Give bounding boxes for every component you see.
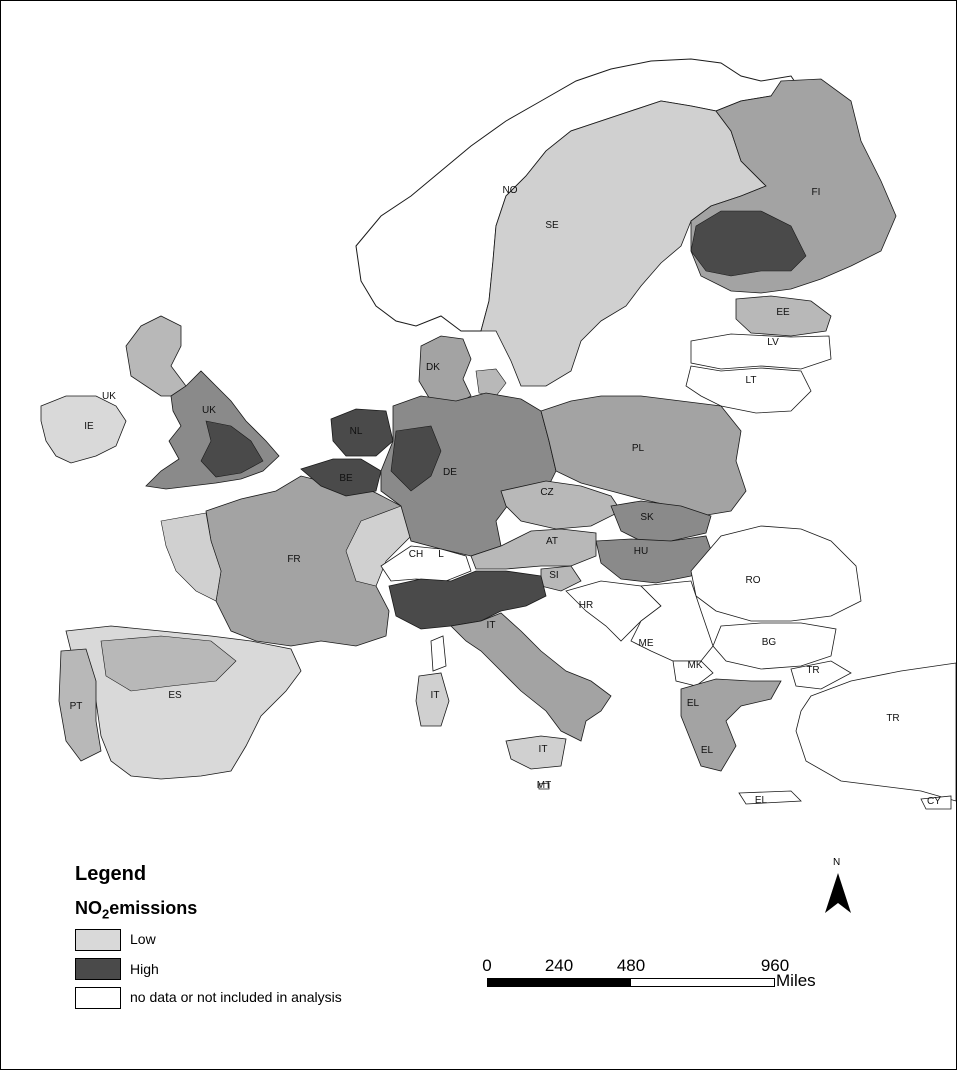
country-label-no: NO — [502, 185, 518, 196]
country-label-lv: LV — [767, 337, 779, 348]
country-label-tr: TR — [886, 713, 900, 724]
legend-swatch-low — [75, 929, 121, 951]
legend-label-high: High — [130, 961, 159, 977]
country-label-ro: RO — [745, 575, 761, 586]
country-label-ee: EE — [776, 307, 790, 318]
legend-subtitle: $NO_2emissions$ — [75, 898, 198, 922]
scale-tick-480: 480 — [616, 956, 646, 975]
legend-label-nodata: no data or not included in analysis — [130, 989, 342, 1005]
legend-swatch-high — [75, 958, 121, 980]
country-label-hu: HU — [633, 546, 649, 557]
country-label-sk: SK — [640, 512, 654, 523]
country-label-uk: UK — [102, 391, 116, 402]
country-label-el: EL — [700, 745, 714, 756]
region-denmark-east — [476, 369, 506, 396]
country-label-pt: PT — [69, 701, 83, 712]
scale-tick-960: 960 — [760, 956, 790, 975]
north-label: N — [833, 857, 841, 868]
region-latvia — [691, 334, 831, 369]
region-romania — [691, 526, 861, 621]
country-label-tr: TR — [806, 665, 820, 676]
country-label-el: EL — [686, 698, 700, 709]
country-label-be: BE — [339, 473, 353, 484]
country-label-si: SI — [549, 570, 559, 581]
country-label-it: IT — [538, 744, 548, 755]
country-label-cy: CY — [927, 796, 941, 807]
legend-label-low: Low — [130, 931, 156, 947]
country-label-se: SE — [545, 220, 559, 231]
scale-tick-240: 240 — [544, 956, 574, 975]
country-label-mt: MT — [536, 780, 552, 791]
scale-units: Miles — [776, 971, 816, 990]
country-label-ie: IE — [84, 421, 94, 432]
region-greece — [681, 679, 781, 771]
country-label-el: EL — [754, 795, 768, 806]
scale-bar — [487, 978, 775, 987]
region-sicily — [506, 736, 566, 769]
country-label-cz: CZ — [540, 487, 554, 498]
scale-tick-0: 0 — [482, 956, 492, 975]
country-label-at: AT — [545, 536, 559, 547]
country-label-uk: UK — [202, 405, 216, 416]
country-label-es: ES — [168, 690, 182, 701]
country-label-ch: CH — [408, 549, 424, 560]
country-label-nl: NL — [349, 426, 363, 437]
region-uk-scotland — [126, 316, 186, 396]
country-label-hr: HR — [578, 600, 594, 611]
country-label-it: IT — [486, 620, 496, 631]
country-label-l: L — [438, 549, 444, 560]
country-label-lt: LT — [745, 375, 757, 386]
scale-segment-black — [488, 979, 631, 986]
country-label-fr: FR — [287, 554, 301, 565]
country-label-pl: PL — [631, 443, 645, 454]
country-label-mk: MK — [687, 660, 703, 671]
north-arrow-icon — [821, 857, 855, 917]
region-slovenia — [541, 566, 581, 591]
region-corsica — [431, 636, 446, 671]
scale-segment-white — [631, 979, 774, 986]
country-label-it: IT — [430, 690, 440, 701]
country-label-de: DE — [443, 467, 457, 478]
legend-title: Legend — [75, 863, 147, 885]
region-crete — [739, 791, 801, 804]
country-label-dk: DK — [426, 362, 440, 373]
legend-swatch-nodata — [75, 987, 121, 1009]
country-label-me: ME — [638, 638, 654, 649]
country-label-bg: BG — [761, 637, 777, 648]
region-italy — [451, 613, 611, 741]
country-label-fi: FI — [811, 187, 821, 198]
region-italy-north — [389, 571, 546, 629]
